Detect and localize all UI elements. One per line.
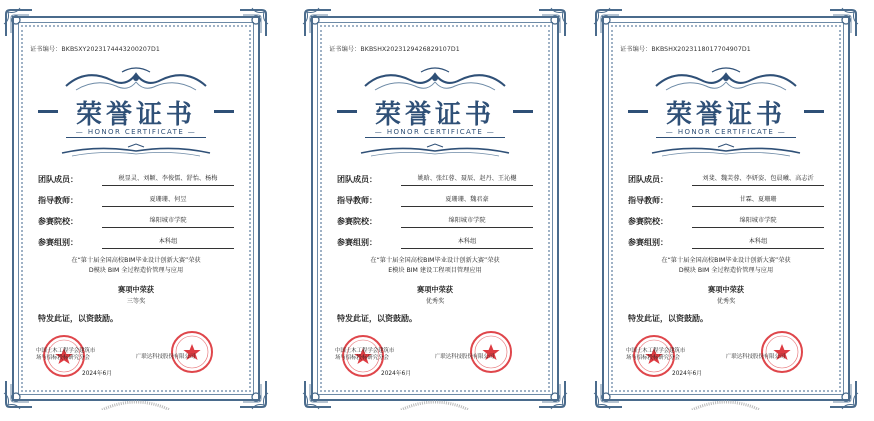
issue-date: 2024年6月 — [381, 371, 412, 377]
organizer-right: 广联达科技股份有限公司 — [136, 354, 196, 360]
award-label: 赛项中荣获 — [708, 285, 744, 294]
teachers-row — [628, 193, 824, 207]
teachers-row — [337, 193, 533, 207]
corner-ornament-icon — [2, 6, 36, 40]
corner-ornament-icon — [236, 377, 270, 411]
corner-ornament-icon — [592, 6, 626, 40]
school-label: 参赛院校： — [337, 217, 377, 226]
certificate-title: 荣誉证书 — [75, 100, 196, 130]
subtitle-rule — [656, 137, 796, 138]
banner-ornament-icon — [648, 142, 804, 156]
group-row — [337, 235, 533, 249]
module-text: D模块 BIM 全过程造价管理与应用 — [88, 267, 184, 274]
corner-ornament-icon — [301, 6, 335, 40]
embossed-stamp-icon — [397, 395, 473, 407]
teachers-label: 指导教师： — [337, 196, 377, 205]
certificate-subtitle: — HONOR CERTIFICATE — — [665, 128, 787, 136]
certificate-number: 证书编号：BKBSHX2023118017704907D1 — [620, 46, 751, 53]
competition-text: 在“第十届全国高校BIM毕业设计创新大赛”荣获 — [71, 257, 201, 264]
organizer-left: 中国土木工程学会建筑市 场与招标投标研究分会 — [626, 348, 686, 361]
organizer-right: 广联达科技股份有限公司 — [435, 354, 495, 360]
award-label: 赛项中荣获 — [417, 285, 453, 294]
teachers-value: 甘霖、夏珊珊 — [692, 195, 824, 207]
group-row — [38, 235, 234, 249]
school-value: 绵阳城市学院 — [102, 216, 234, 228]
corner-ornament-icon — [826, 6, 860, 40]
school-row — [628, 214, 824, 228]
issue-date: 2024年6月 — [672, 371, 703, 377]
certificate-number: 证书编号：BKBSHX2023129426829107D1 — [329, 46, 460, 53]
teachers-value: 夏珊珊、魏君豪 — [401, 195, 533, 207]
certificate-1 — [2, 6, 270, 411]
members-row — [38, 172, 234, 186]
scroll-ornament-icon — [646, 66, 806, 96]
module-text: E模块 BIM 建设工程项目管理应用 — [388, 267, 482, 274]
group-value: 本科组 — [401, 237, 533, 249]
members-row — [628, 172, 824, 186]
award-value: 优秀奖 — [716, 298, 736, 305]
certificate-3 — [592, 6, 860, 411]
competition-text: 在“第十届全国高校BIM毕业设计创新大赛”荣获 — [661, 257, 791, 264]
school-row — [337, 214, 533, 228]
certificate-title: 荣誉证书 — [374, 100, 495, 130]
corner-ornament-icon — [592, 377, 626, 411]
award-label: 赛项中荣获 — [118, 285, 154, 294]
embossed-stamp-icon — [98, 395, 174, 407]
members-value: 刘斐、魏芙蓉、李妍姿、包晨曦、高志沂 — [692, 174, 824, 186]
group-label: 参赛组别： — [38, 238, 78, 247]
group-value: 本科组 — [692, 237, 824, 249]
organizer-right: 广联达科技股份有限公司 — [726, 354, 786, 360]
certificate-subtitle: — HONOR CERTIFICATE — — [75, 128, 197, 136]
competition-text: 在“第十届全国高校BIM毕业设计创新大赛”荣获 — [370, 257, 500, 264]
school-value: 绵阳城市学院 — [401, 216, 533, 228]
issue-date: 2024年6月 — [82, 371, 113, 377]
group-label: 参赛组别： — [337, 238, 377, 247]
corner-ornament-icon — [826, 377, 860, 411]
scroll-ornament-icon — [56, 66, 216, 96]
members-value: 姚晗、张红蓉、聂辰、赵丹、王沁樾 — [401, 174, 533, 186]
corner-ornament-icon — [236, 6, 270, 40]
scroll-ornament-icon — [355, 66, 515, 96]
award-value: 优秀奖 — [425, 298, 445, 305]
school-label: 参赛院校： — [628, 217, 668, 226]
module-text: D模块 BIM 全过程造价管理与应用 — [678, 267, 774, 274]
members-label: 团队成员： — [337, 175, 377, 184]
corner-ornament-icon — [2, 377, 36, 411]
teachers-label: 指导教师： — [38, 196, 78, 205]
group-label: 参赛组别： — [628, 238, 668, 247]
banner-ornament-icon — [357, 142, 513, 156]
school-value: 绵阳城市学院 — [692, 216, 824, 228]
certificate-number: 证书编号：BKBSXY2023174443200207D1 — [30, 46, 160, 53]
organizer-left: 中国土木工程学会建筑市 场与招标投标研究分会 — [36, 348, 96, 361]
teachers-label: 指导教师： — [628, 196, 668, 205]
certify-text: 特发此证，以资鼓励。 — [628, 314, 708, 323]
corner-ornament-icon — [535, 377, 569, 411]
members-label: 团队成员： — [38, 175, 78, 184]
banner-ornament-icon — [58, 142, 214, 156]
teachers-row — [38, 193, 234, 207]
certificate-title: 荣誉证书 — [665, 100, 786, 130]
members-label: 团队成员： — [628, 175, 668, 184]
certify-text: 特发此证，以资鼓励。 — [38, 314, 118, 323]
school-row — [38, 214, 234, 228]
members-value: 税显灵、刘颖、李俊儒、舒怡、杨梅 — [102, 174, 234, 186]
corner-ornament-icon — [301, 377, 335, 411]
teachers-value: 夏珊珊、何昱 — [102, 195, 234, 207]
certificate-subtitle: — HONOR CERTIFICATE — — [374, 128, 496, 136]
subtitle-rule — [66, 137, 206, 138]
organizer-left: 中国土木工程学会建筑市 场与招标投标研究分会 — [335, 348, 395, 361]
group-row — [628, 235, 824, 249]
group-value: 本科组 — [102, 237, 234, 249]
certificate-2 — [301, 6, 569, 411]
corner-ornament-icon — [535, 6, 569, 40]
award-value: 三等奖 — [126, 298, 146, 305]
school-label: 参赛院校： — [38, 217, 78, 226]
members-row — [337, 172, 533, 186]
subtitle-rule — [365, 137, 505, 138]
embossed-stamp-icon — [688, 395, 764, 407]
certify-text: 特发此证，以资鼓励。 — [337, 314, 417, 323]
